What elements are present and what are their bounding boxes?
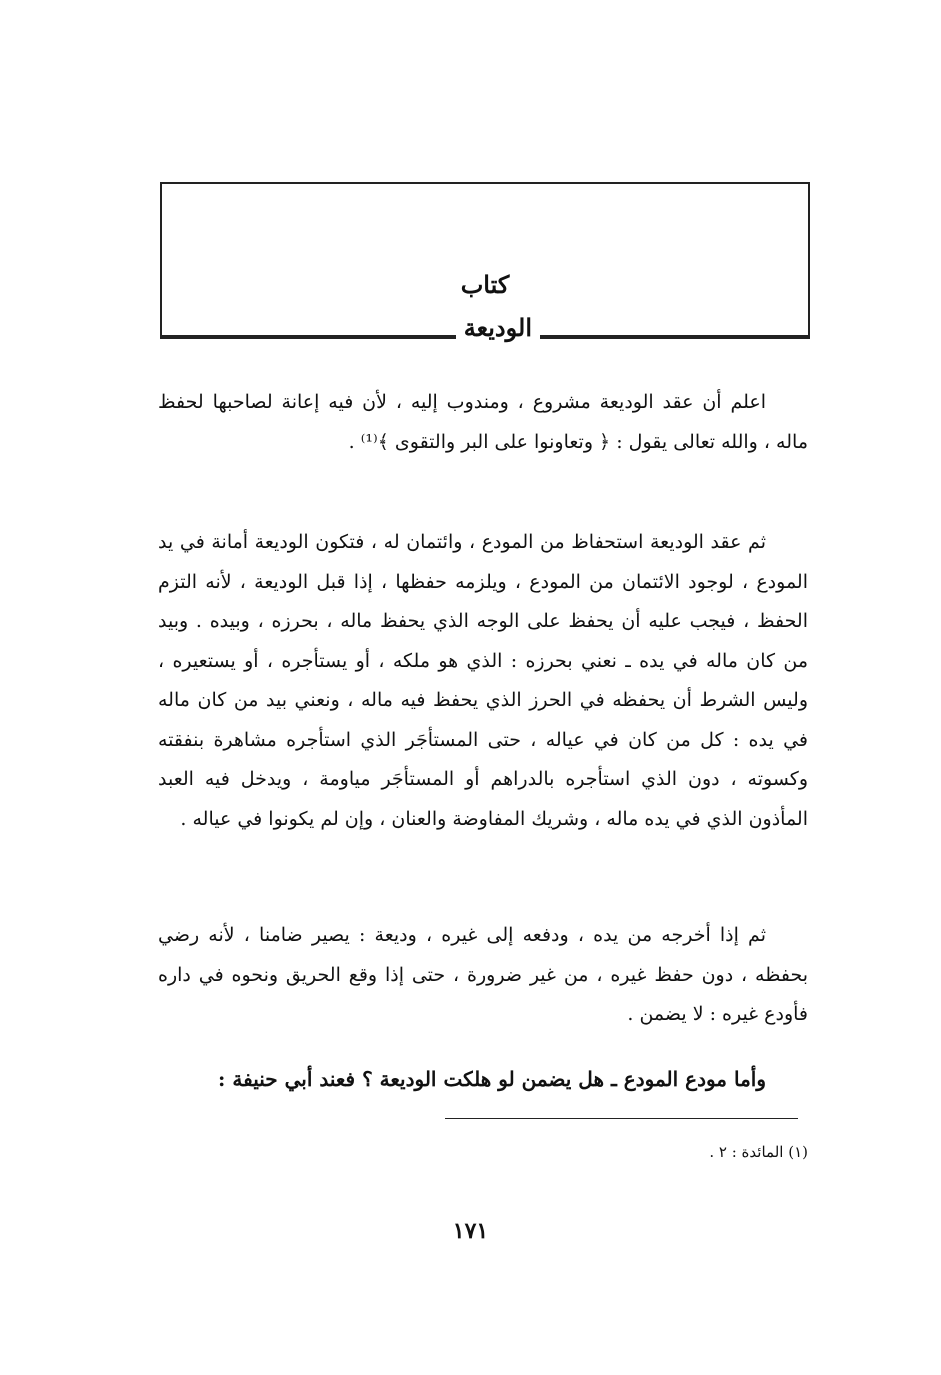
paragraph-text: اعلم أن عقد الوديعة مشروع ، ومندوب إليه ، لأن فيه إعانة لصاحبها لحفظ ماله ، والله تعالى يقول : ﴿ وتعاونوا على البر والتقوى ﴾⁽¹⁾ . bbox=[158, 391, 808, 453]
paragraph-1 bbox=[158, 383, 808, 462]
title-rule-right bbox=[540, 337, 810, 339]
footnote-separator bbox=[445, 1118, 798, 1119]
paragraph-4 bbox=[158, 1060, 808, 1100]
title-rule-left bbox=[160, 337, 456, 339]
chapter-title-box bbox=[160, 182, 810, 342]
paragraph-text: ثم عقد الوديعة استحفاظ من المودع ، وائتمان له ، فتكون الوديعة أمانة في يد المودع ، لوجود الائتمان من المودع ، ويلزمه حفظها ، إذا قبل الوديعة ، لأنه التزم الحفظ ، فيجب عليه أن يحفظ على الوجه الذي يحفظ ماله ، بحرزه ، وبيده . وبيد من كان ماله في يده ـ نعني بحرزه : الذي هو ملكه ، أو يستأجره ، أو يستعيره ، وليس الشرط أن يحفظه في الحرز الذي يحفظ فيه ماله ، ونعني بيد من كان ماله في يده : كل من كان في عياله ، حتى المستأجَر الذي استأجره مشاهرة بنفقته وكسوته ، دون الذي استأجره بالدراهم أو المستأجَر مياومة ، ويدخل فيه العبد المأذون الذي في يده ماله ، وشريك المفاوضة والعنان ، وإن لم يكونوا في عياله . bbox=[158, 531, 808, 830]
chapter-subtitle: الوديعة bbox=[456, 313, 540, 343]
paragraph-text: وأما مودع المودع ـ هل يضمن لو هلكت الوديعة ؟ فعند أبي حنيفة : bbox=[218, 1067, 766, 1091]
paragraph-2 bbox=[158, 523, 808, 839]
chapter-subtitle-row bbox=[160, 309, 810, 342]
paragraph-3 bbox=[158, 916, 808, 1035]
paragraph-text: ثم إذا أخرجه من يده ، ودفعه إلى غيره ، وديعة : يصير ضامنا ، لأنه رضي بحفظه ، دون حفظ غيره ، من غير ضرورة ، حتى إذا وقع الحريق ونحوه في داره فأودع غيره : لا يضمن . bbox=[158, 924, 808, 1025]
chapter-title-word: كتاب bbox=[460, 270, 510, 299]
page-number: ١٧١ bbox=[452, 1218, 489, 1244]
footnote: (١) المائدة : ٢ . bbox=[709, 1143, 808, 1161]
